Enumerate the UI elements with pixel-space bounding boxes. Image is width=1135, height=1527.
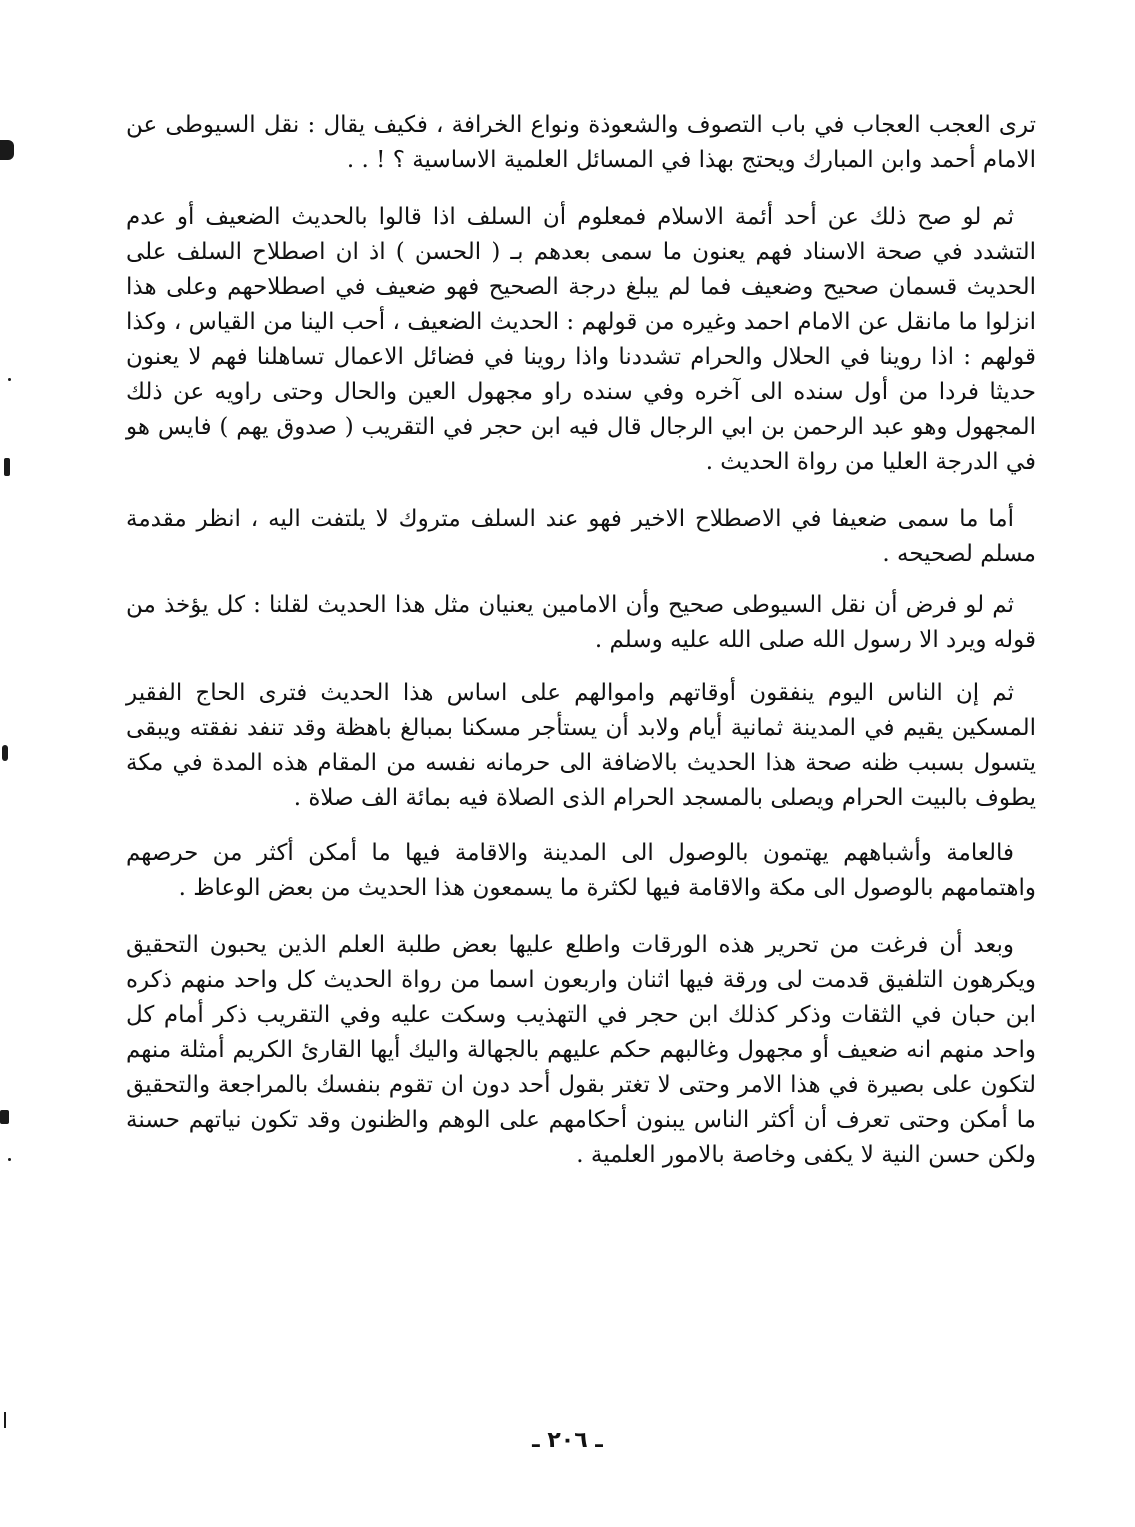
body-text xyxy=(126,108,1036,1173)
scan-margin-mark xyxy=(0,140,14,160)
paragraph: أما ما سمى ضعيفا في الاصطلاح الاخير فهو عند السلف متروك لا يلتفت اليه ، انظر مقدمة مسلم لصحيحه . xyxy=(126,506,1036,567)
scan-margin-dot xyxy=(8,378,11,381)
scan-margin-mark xyxy=(2,745,8,761)
scan-margin-mark xyxy=(0,1110,9,1124)
paragraph: ثم إن الناس اليوم ينفقون أوقاتهم واموالهم على اساس هذا الحديث فترى الحاج الفقير المسكين يقيم في المدينة ثمانية أيام ولابد أن يستأجر مسكنا بمبالغ باهظة وقد تنفد نفقته ويبقى يتسول بسبب ظنه صحة هذا الحديث بالاضافة الى حرمانه نفسه من المقام هذه المدة في مكة يطوف بالبيت الحرام ويصلى بالمسجد الحرام الذى الصلاة فيه بمائة الف صلاة . xyxy=(126,680,1036,811)
paragraph: ثم لو فرض أن نقل السيوطى صحيح وأن الامامين يعنيان مثل هذا الحديث لقلنا : كل يؤخذ من قوله ويرد الا رسول الله صلى الله عليه وسلم . xyxy=(126,592,1036,653)
page-number: ـ ٢٠٦ ـ xyxy=(532,1428,603,1453)
scan-margin-mark xyxy=(4,1412,6,1428)
scan-margin-dot xyxy=(8,1158,11,1161)
paragraph: ثم لو صح ذلك عن أحد أئمة الاسلام فمعلوم أن السلف اذا قالوا بالحديث الضعيف أو عدم التشدد في صحة الاسناد فهم يعنون ما سمى بعدهم بـ ( الحسن ) اذ ان اصطلاح السلف على الحديث قسمان صحيح وضعيف فما لم يبلغ درجة الصحيح فهو ضعيف في اصطلاحهم وعلى هذا انزلوا ما مانقل عن الامام احمد وغيره من قولهم : الحديث الضعيف ، أحب الينا من القياس ، وكذا قولهم : اذا روينا في الحلال والحرام تشددنا واذا روينا في فضائل الاعمال تساهلنا فهم لا يعنون حديثا فردا من أول سنده الى آخره وفي سنده راو مجهول العين والحال وحتى راويه عن ذلك المجهول وهو عبد الرحمن بن ابي الرجال قال فيه ابن حجر في التقريب ( صدوق يهم ) فايس هو في الدرجة العليا من رواة الحديث . xyxy=(126,204,1037,475)
paragraph: ترى العجب العجاب في باب التصوف والشعوذة ونواع الخرافة ، فكيف يقال : نقل السيوطى عن الامام أحمد وابن المبارك ويحتج بهذا في المسائل العلمية الاساسية ؟ ! . . xyxy=(126,112,1036,173)
scan-margin-mark xyxy=(4,458,10,476)
paragraph: فالعامة وأشباههم يهتمون بالوصول الى المدينة والاقامة فيها ما أمكن أكثر من حرصهم واهتمامهم بالوصول الى مكة والاقامة فيها لكثرة ما يسمعون هذا الحديث من بعض الوعاظ . xyxy=(126,840,1036,901)
paragraph: وبعد أن فرغت من تحرير هذه الورقات واطلع عليها بعض طلبة العلم الذين يحبون التحقيق ويكرهون التلفيق قدمت لى ورقة فيها اثنان واربعون اسما من رواة الحديث كل واحد منهم ذكره ابن حبان في الثقات وذكر كذلك ابن حجر في التهذيب وسكت عليه وفي التقريب ذكر أمام كل واحد منهم انه ضعيف أو مجهول وغالبهم حكم عليهم بالجهالة واليك أيها القارئ الكريم أمثلة منهم لتكون على بصيرة في هذا الامر وحتى لا تغتر بقول أحد دون ان تقوم بنفسك بالمراجعة والتحقيق ما أمكن وحتى تعرف أن أكثر الناس يبنون أحكامهم على الوهم والظنون وقد تكون نياتهم حسنة ولكن حسن النية لا يكفى وخاصة بالامور العلمية . xyxy=(126,932,1036,1168)
